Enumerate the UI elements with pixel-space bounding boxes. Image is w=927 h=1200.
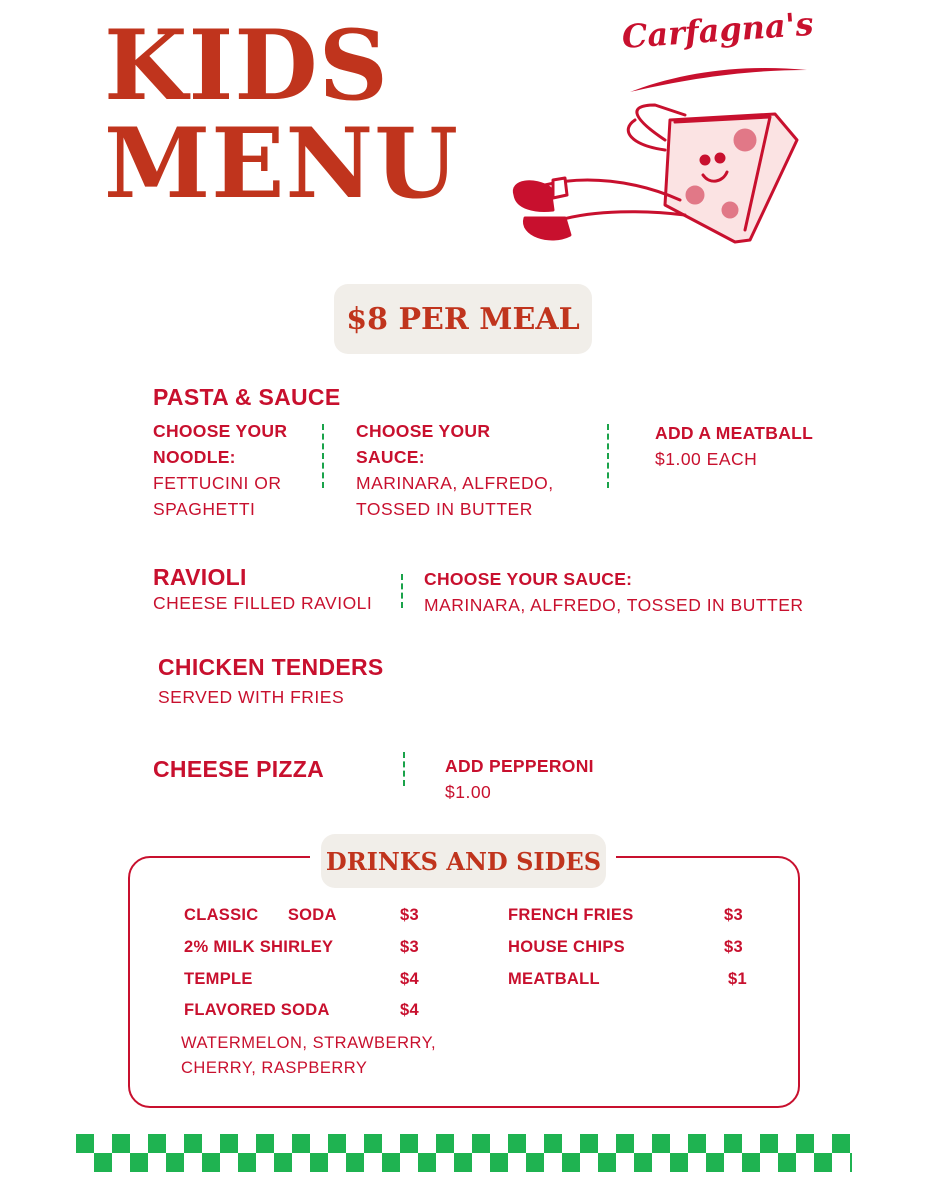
pizza-addon-title: ADD PEPPERONI — [445, 756, 594, 776]
noodle-text-line2: SPAGHETTI — [153, 499, 256, 519]
pasta-sauce-choice — [356, 418, 554, 522]
sauce-title-line1: CHOOSE YOUR — [356, 421, 491, 441]
divider — [401, 574, 403, 608]
pasta-noodle-choice — [153, 418, 287, 522]
side-price: $3 — [724, 906, 743, 924]
item-title-ravioli: RAVIOLI — [153, 564, 247, 590]
noodle-text-line1: FETTUCINI OR — [153, 473, 282, 493]
logo-text: Carfagna's — [620, 4, 815, 56]
divider — [322, 424, 324, 488]
flavor-list-line1: WATERMELON, STRAWBERRY, — [181, 1034, 437, 1052]
item-title-pasta: PASTA & SAUCE — [153, 384, 341, 410]
price-banner: $8 PER MEAL — [334, 284, 592, 354]
drink-name: CLASSIC SODA — [184, 906, 337, 924]
side-price: $3 — [724, 938, 743, 956]
side-name: MEATBALL — [508, 970, 600, 988]
pasta-meatball-addon — [655, 420, 813, 472]
ravioli-sauce-text: MARINARA, ALFREDO, TOSSED IN BUTTER — [424, 595, 804, 615]
divider — [403, 752, 405, 786]
title-kids: KIDS — [104, 9, 389, 122]
sauce-title-line2: SAUCE: — [356, 447, 425, 467]
meatball-addon-title: ADD A MEATBALL — [655, 423, 814, 443]
drink-price: $4 — [400, 1001, 419, 1019]
logo-swoosh-icon — [622, 52, 812, 92]
meatball-addon-price: $1.00 EACH — [655, 449, 758, 469]
item-title-pizza: CHEESE PIZZA — [153, 756, 325, 782]
side-name: HOUSE CHIPS — [508, 938, 625, 956]
ravioli-sauce-title: CHOOSE YOUR SAUCE: — [424, 569, 633, 589]
checkerboard-border — [76, 1134, 852, 1172]
sauce-text-line2: TOSSED IN BUTTER — [356, 499, 533, 519]
drink-price: $3 — [400, 938, 419, 956]
drink-price: $3 — [400, 906, 419, 924]
drink-name: TEMPLE — [184, 970, 253, 988]
drink-name: FLAVORED SODA — [184, 1001, 330, 1019]
divider — [607, 424, 609, 488]
side-name: FRENCH FRIES — [508, 906, 634, 924]
noodle-title-line2: NOODLE: — [153, 447, 236, 467]
drink-price: $4 — [400, 970, 419, 988]
drinks-sides-title: DRINKS AND SIDES — [321, 834, 606, 888]
title-menu: MENU — [104, 107, 459, 220]
ravioli-subtitle: CHEESE FILLED RAVIOLI — [153, 593, 373, 613]
logo — [620, 4, 815, 88]
pizza-slice-mascot-icon — [505, 100, 805, 250]
flavor-list-line2: CHERRY, RASPBERRY — [181, 1059, 368, 1077]
side-price: $1 — [728, 970, 747, 988]
noodle-title-line1: CHOOSE YOUR — [153, 421, 288, 441]
item-title-tenders: CHICKEN TENDERS — [158, 654, 384, 680]
drink-name: 2% MILK SHIRLEY — [184, 938, 334, 956]
tenders-subtitle: SERVED WITH FRIES — [158, 687, 345, 707]
sauce-text-line1: MARINARA, ALFREDO, — [356, 473, 554, 493]
pizza-addon-price: $1.00 — [445, 782, 492, 802]
